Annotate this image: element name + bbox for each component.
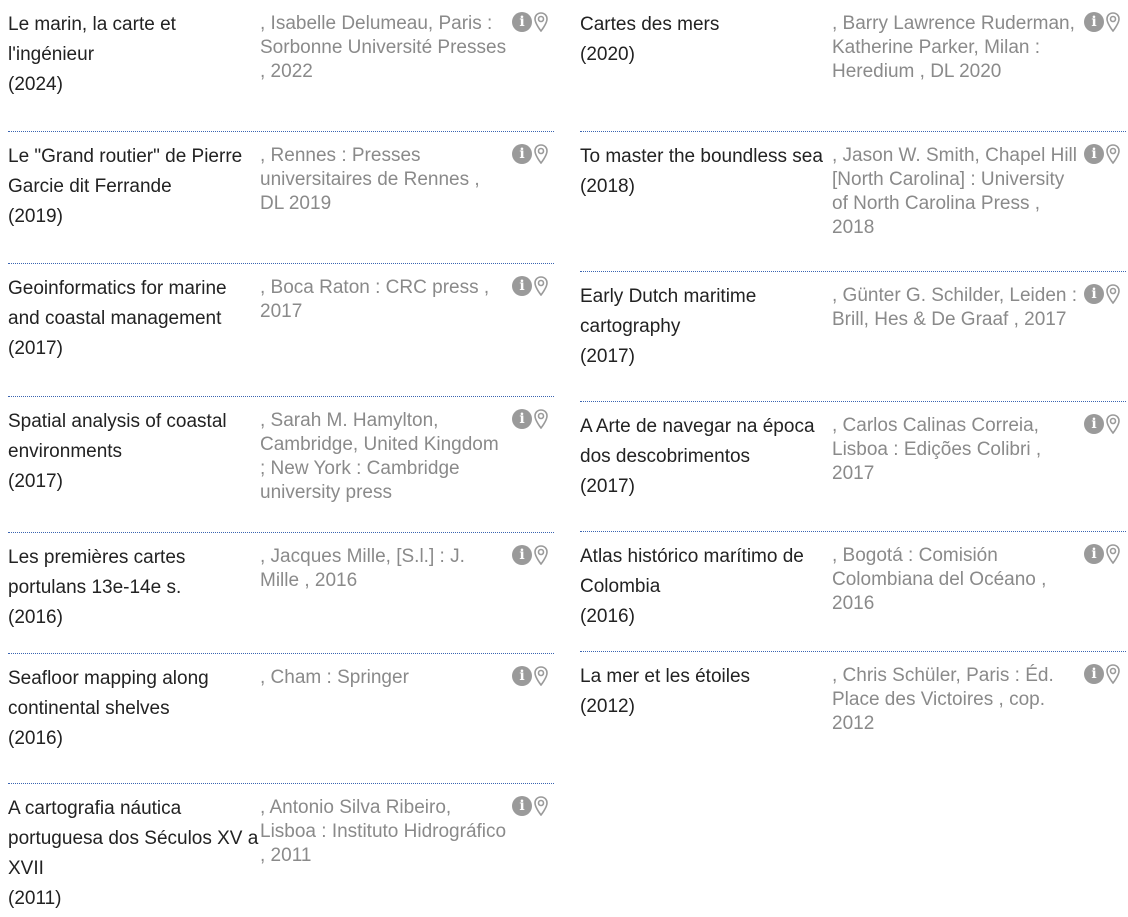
map-pin-icon[interactable]: [534, 276, 548, 296]
result-item: [8, 533, 554, 654]
result-title-text[interactable]: Spatial analysis of coastal environments: [8, 411, 227, 462]
result-item: [580, 402, 1126, 532]
info-icon[interactable]: i: [512, 796, 532, 816]
result-title[interactable]: [580, 10, 832, 70]
result-item: [8, 132, 554, 264]
info-icon[interactable]: i: [1084, 544, 1104, 564]
info-icon[interactable]: i: [1084, 284, 1104, 304]
result-publication-info: , Antonio Silva Ribeiro, Lisboa : Instituto Hidrográfico , 2011: [260, 797, 507, 866]
info-icon[interactable]: i: [1084, 664, 1104, 684]
result-item: [8, 0, 554, 132]
result-actions: [512, 666, 548, 686]
map-pin-icon[interactable]: [534, 12, 548, 32]
info-icon[interactable]: i: [512, 144, 532, 164]
result-actions: [1084, 544, 1120, 564]
info-icon[interactable]: i: [512, 12, 532, 32]
result-publication-info: , Cham : Springer: [260, 667, 409, 688]
result-title[interactable]: [8, 664, 260, 754]
result-publication-info: , Jason W. Smith, Chapel Hill [North Carolina] : University of North Carolina Press , 2018: [832, 145, 1077, 238]
result-year: (2017): [580, 346, 635, 367]
info-icon[interactable]: i: [512, 409, 532, 429]
result-year: (2016): [580, 606, 635, 627]
result-title[interactable]: [8, 142, 260, 232]
result-year: (2017): [8, 471, 63, 492]
result-year: (2018): [580, 176, 635, 197]
result-item: [580, 532, 1126, 652]
result-title-text[interactable]: A cartografia náutica portuguesa dos Séculos XV a XVII: [8, 798, 259, 879]
result-actions: [512, 12, 548, 32]
result-year: (2012): [580, 696, 635, 717]
info-icon[interactable]: i: [1084, 144, 1104, 164]
result-title-text[interactable]: Les premières cartes portulans 13e-14e s.: [8, 547, 186, 598]
result-actions: [1084, 414, 1120, 434]
result-title-text[interactable]: La mer et les étoiles: [580, 666, 751, 687]
info-icon[interactable]: i: [512, 666, 532, 686]
result-item: [8, 654, 554, 784]
result-item: [580, 0, 1126, 132]
result-actions: [512, 545, 548, 565]
map-pin-icon[interactable]: [1106, 414, 1120, 434]
result-publication-info: , Boca Raton : CRC press , 2017: [260, 277, 490, 322]
result-title[interactable]: [8, 543, 260, 633]
result-item: [580, 652, 1126, 772]
result-year: (2020): [580, 44, 635, 65]
result-year: (2016): [8, 607, 63, 628]
result-actions: [512, 144, 548, 164]
result-title-text[interactable]: Geoinformatics for marine and coastal management: [8, 278, 227, 329]
info-icon[interactable]: i: [1084, 414, 1104, 434]
result-publication-info: , Jacques Mille, [S.l.] : J. Mille , 2016: [260, 546, 465, 591]
map-pin-icon[interactable]: [534, 409, 548, 429]
result-title-text[interactable]: Le marin, la carte et l'ingénieur: [8, 14, 176, 65]
result-publication-info: , Rennes : Presses universitaires de Rennes , DL 2019: [260, 145, 480, 214]
result-title-text[interactable]: Le "Grand routier" de Pierre Garcie dit Ferrande: [8, 146, 243, 197]
result-title[interactable]: [8, 274, 260, 364]
map-pin-icon[interactable]: [1106, 664, 1120, 684]
result-actions: [512, 796, 548, 816]
result-title-text[interactable]: To master the boundless sea: [580, 146, 823, 167]
result-publication-info: , Bogotá : Comisión Colombiana del Océano , 2016: [832, 545, 1047, 614]
info-icon[interactable]: i: [512, 276, 532, 296]
result-title[interactable]: [580, 412, 832, 502]
map-pin-icon[interactable]: [1106, 544, 1120, 564]
map-pin-icon[interactable]: [1106, 284, 1120, 304]
result-title-text[interactable]: Seafloor mapping along continental shelves: [8, 668, 209, 719]
result-title[interactable]: [580, 662, 832, 722]
result-title[interactable]: [8, 794, 260, 914]
result-item: [8, 264, 554, 397]
map-pin-icon[interactable]: [534, 545, 548, 565]
map-pin-icon[interactable]: [1106, 12, 1120, 32]
info-icon[interactable]: i: [512, 545, 532, 565]
result-item: [8, 784, 554, 917]
result-item: [580, 272, 1126, 402]
result-title-text[interactable]: Early Dutch maritime cartography: [580, 286, 757, 337]
result-publication-info: , Sarah M. Hamylton, Cambridge, United Kingdom ; New York : Cambridge university press: [260, 410, 499, 503]
result-publication-info: , Carlos Calinas Correia, Lisboa : Edições Colibri , 2017: [832, 415, 1042, 484]
result-publication-info: , Isabelle Delumeau, Paris : Sorbonne Université Presses , 2022: [260, 13, 507, 82]
result-actions: [512, 409, 548, 429]
result-publication-info: , Günter G. Schilder, Leiden : Brill, Hes & De Graaf , 2017: [832, 285, 1078, 330]
result-title-text[interactable]: Atlas histórico marítimo de Colombia: [580, 546, 804, 597]
result-title[interactable]: [8, 10, 260, 100]
results-column-left: [8, 0, 554, 917]
result-title[interactable]: [8, 407, 260, 497]
map-pin-icon[interactable]: [534, 666, 548, 686]
map-pin-icon[interactable]: [1106, 144, 1120, 164]
result-title[interactable]: [580, 282, 832, 372]
result-year: (2024): [8, 74, 63, 95]
result-publication-info: , Chris Schüler, Paris : Éd. Place des Victoires , cop. 2012: [832, 665, 1054, 734]
result-year: (2017): [580, 476, 635, 497]
result-title-text[interactable]: A Arte de navegar na época dos descobrimentos: [580, 416, 815, 467]
result-actions: [1084, 284, 1120, 304]
result-title[interactable]: [580, 542, 832, 632]
map-pin-icon[interactable]: [534, 144, 548, 164]
result-year: (2016): [8, 728, 63, 749]
result-actions: [1084, 12, 1120, 32]
result-actions: [512, 276, 548, 296]
result-actions: [1084, 144, 1120, 164]
info-icon[interactable]: i: [1084, 12, 1104, 32]
result-actions: [1084, 664, 1120, 684]
result-year: (2019): [8, 206, 63, 227]
result-publication-info: , Barry Lawrence Ruderman, Katherine Parker, Milan : Heredium , DL 2020: [832, 13, 1075, 82]
result-year: (2017): [8, 338, 63, 359]
result-title-text[interactable]: Cartes des mers: [580, 14, 720, 35]
result-item: [580, 132, 1126, 272]
result-title[interactable]: [580, 142, 832, 202]
map-pin-icon[interactable]: [534, 796, 548, 816]
result-item: [8, 397, 554, 533]
result-year: (2011): [8, 888, 62, 909]
results-column-right: [580, 0, 1126, 772]
